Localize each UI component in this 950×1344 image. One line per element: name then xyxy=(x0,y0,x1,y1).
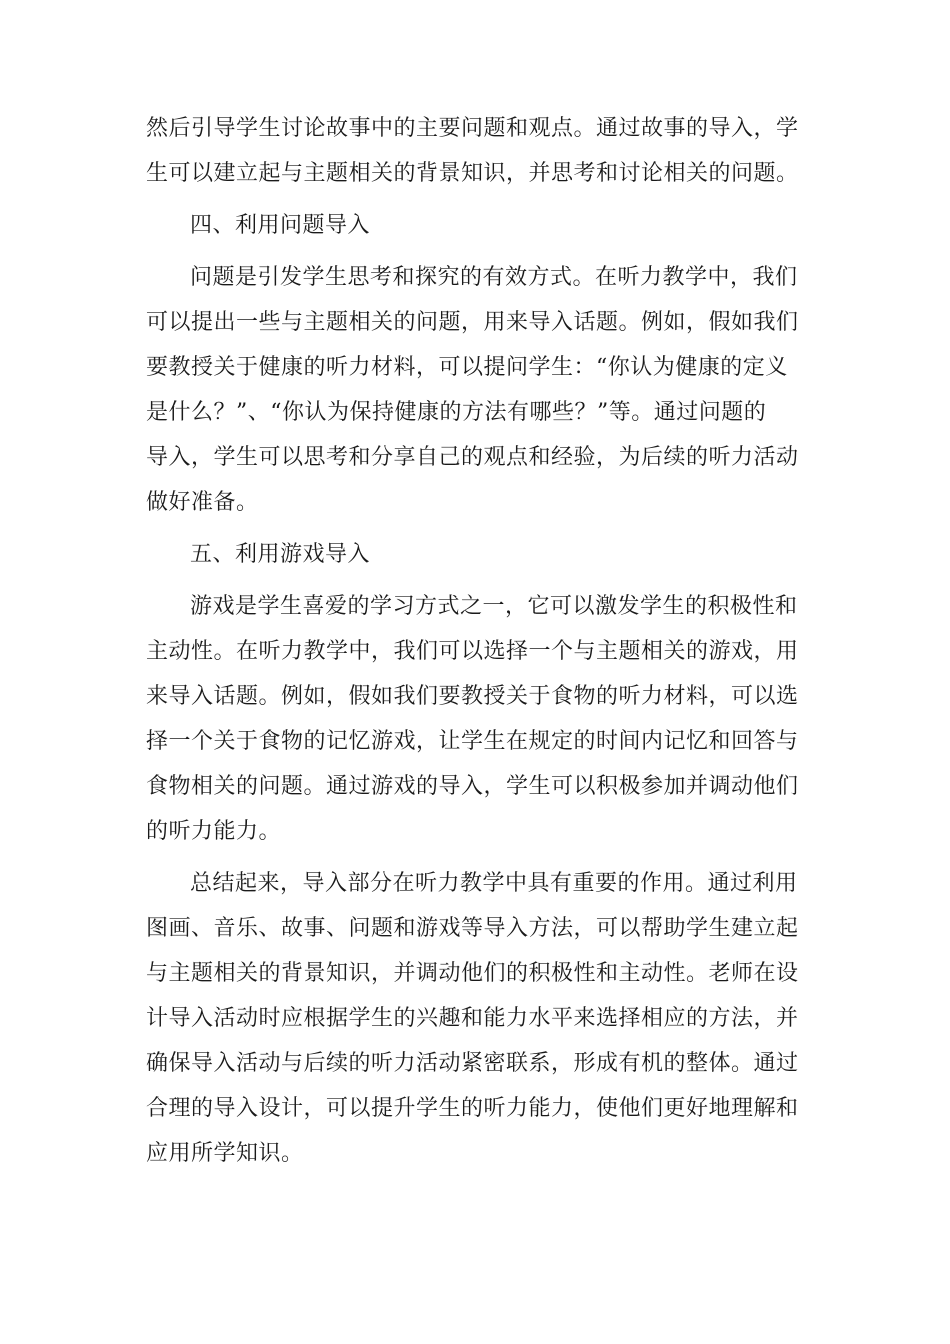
text-line: 游戏是学生喜爱的学习方式之一，它可以激发学生的积极性和 xyxy=(190,594,798,619)
text-line: 来导入话题。例如，假如我们要教授关于食物的听力材料，可以选 xyxy=(146,684,799,709)
text-line: 生可以建立起与主题相关的背景知识，并思考和讨论相关的问题。 xyxy=(146,161,799,186)
text-line: 确保导入活动与后续的听力活动紧密联系，形成有机的整体。通过 xyxy=(146,1051,799,1076)
text-line: 可以提出一些与主题相关的问题，用来导入话题。例如，假如我们 xyxy=(146,310,799,335)
text-line: 主动性。在听力教学中，我们可以选择一个与主题相关的游戏，用 xyxy=(146,639,799,664)
text-line: 择一个关于食物的记忆游戏，让学生在规定的时间内记忆和回答与 xyxy=(146,729,799,754)
text-line: 是什么？”、“你认为保持健康的方法有哪些？”等。通过问题的 xyxy=(146,400,767,425)
text-line: 的听力能力。 xyxy=(146,819,282,844)
text-line: 要教授关于健康的听力材料，可以提问学生：“你认为健康的定义 xyxy=(146,355,788,380)
text-line: 做好准备。 xyxy=(146,490,259,515)
text-line: 计导入活动时应根据学生的兴趣和能力水平来选择相应的方法，并 xyxy=(146,1006,799,1031)
text-line: 合理的导入设计，可以提升学生的听力能力，使他们更好地理解和 xyxy=(146,1096,799,1121)
text-line: 导入，学生可以思考和分享自己的观点和经验，为后续的听力活动 xyxy=(146,445,799,470)
text-line: 图画、音乐、故事、问题和游戏等导入方法，可以帮助学生建立起 xyxy=(146,916,799,941)
text-line: 然后引导学生讨论故事中的主要问题和观点。通过故事的导入，学 xyxy=(146,116,799,141)
section-heading-4: 四、利用问题导入 xyxy=(190,213,371,238)
section-heading-5: 五、利用游戏导入 xyxy=(190,542,371,567)
text-line: 总结起来，导入部分在听力教学中具有重要的作用。通过利用 xyxy=(190,871,798,896)
text-line: 与主题相关的背景知识，并调动他们的积极性和主动性。老师在设 xyxy=(146,961,799,986)
text-line: 应用所学知识。 xyxy=(146,1141,304,1166)
text-line: 问题是引发学生思考和探究的有效方式。在听力教学中，我们 xyxy=(190,265,798,290)
text-line: 食物相关的问题。通过游戏的导入，学生可以积极参加并调动他们 xyxy=(146,774,799,799)
